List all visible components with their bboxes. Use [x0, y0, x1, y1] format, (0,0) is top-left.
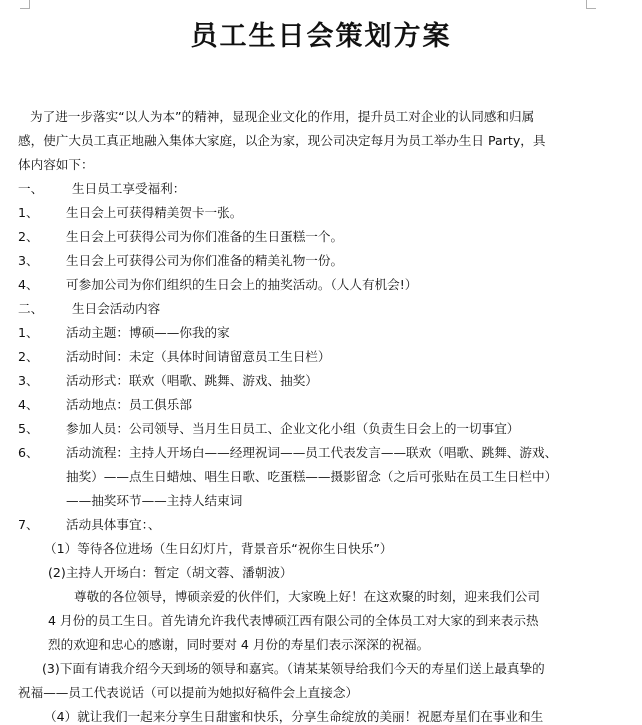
list-item-number: 4、 — [18, 277, 39, 292]
list-item-text: 生日会上可获得公司为你们准备的生日蛋糕一个。 — [66, 229, 344, 244]
list-item-text: 活动具体事宜：、 — [66, 517, 161, 532]
list-item-continuation: 抽奖）——点生日蜡烛、唱生日歌、吃蛋糕——摄影留念（之后可张贴在员工生日栏中） — [66, 469, 558, 484]
speech-line-1: 尊敬的各位领导，博硕亲爱的伙伴们，大家晚上好！在这欢聚的时刻，迎来我们公司 — [74, 589, 540, 604]
intro-line-3: 体内容如下： — [18, 157, 94, 172]
list-item-number: 7、 — [18, 517, 39, 532]
detail-step-4: （4）就让我们一起来分享生日甜蜜和快乐，分享生命绽放的美丽！祝愿寿星们在事业和生 — [44, 709, 544, 724]
list-item-text: 活动时间：未定（具体时间请留意员工生日栏） — [66, 349, 331, 364]
intro-line-2: 感，使广大员工真正地融入集体大家庭，以企为家，现公司决定每月为员工举办生日 Party，具 — [18, 133, 546, 148]
list-item-text: 可参加公司为你们组织的生日会上的抽奖活动。（人人有机会!） — [66, 277, 418, 292]
section2-title: 生日会活动内容 — [72, 301, 161, 316]
list-item-text: 活动流程：主持人开场白——经理祝词——员工代表发言——联欢（唱歌、跳舞、游戏、 — [66, 445, 558, 460]
list-item-number: 2、 — [18, 229, 39, 244]
list-item-number: 2、 — [18, 349, 39, 364]
section1-number: 一、 — [18, 181, 44, 196]
list-item-number: 3、 — [18, 253, 39, 268]
list-item-continuation: ——抽奖环节——主持人结束词 — [66, 493, 243, 508]
section2-number: 二、 — [18, 301, 44, 316]
document-title: 员工生日会策划方案 — [190, 21, 452, 52]
list-item-number: 5、 — [18, 421, 39, 436]
speech-line-2: 4 月份的员工生日。首先请允许我代表博硕江西有限公司的全体员工对大家的到来表示热 — [48, 613, 539, 628]
speech-line-3: 烈的欢迎和忠心的感谢，同时要对 4 月份的寿星们表示深深的祝福。 — [48, 637, 430, 652]
list-item-number: 3、 — [18, 373, 39, 388]
crop-mark-top-right — [586, 0, 596, 9]
list-item-number: 4、 — [18, 397, 39, 412]
list-item-number: 1、 — [18, 205, 39, 220]
detail-step-1: （1）等待各位进场（生日幻灯片，背景音乐“祝你生日快乐”） — [44, 541, 393, 556]
list-item-text: 生日会上可获得公司为你们准备的精美礼物一份。 — [66, 253, 344, 268]
list-item-text: 活动主题：博硕——你我的家 — [66, 325, 230, 340]
detail-step-2: (2)主持人开场白：暂定（胡文蓉、潘朝波） — [48, 565, 293, 580]
detail-step-3-continuation: 祝福——员工代表说话（可以提前为她拟好稿件会上直接念） — [18, 685, 359, 700]
list-item-text: 活动地点：员工俱乐部 — [66, 397, 192, 412]
list-item-text: 参加人员：公司领导、当月生日员工、企业文化小组（负责生日会上的一切事宜） — [66, 421, 520, 436]
section1-title: 生日员工享受福利： — [72, 181, 186, 196]
list-item-text: 生日会上可获得精美贺卡一张。 — [66, 205, 243, 220]
list-item-text: 活动形式：联欢（唱歌、跳舞、游戏、抽奖） — [66, 373, 318, 388]
list-item-number: 1、 — [18, 325, 39, 340]
intro-line-1: 为了进一步落实“以人为本”的精神，显现企业文化的作用，提升员工对企业的认同感和归属 — [30, 109, 535, 124]
detail-step-3: (3)下面有请我介绍今天到场的领导和嘉宾。（请某某领导给我们今天的寿星们送上最真挚的 — [42, 661, 545, 676]
crop-mark-top-left — [20, 0, 30, 9]
list-item-number: 6、 — [18, 445, 39, 460]
